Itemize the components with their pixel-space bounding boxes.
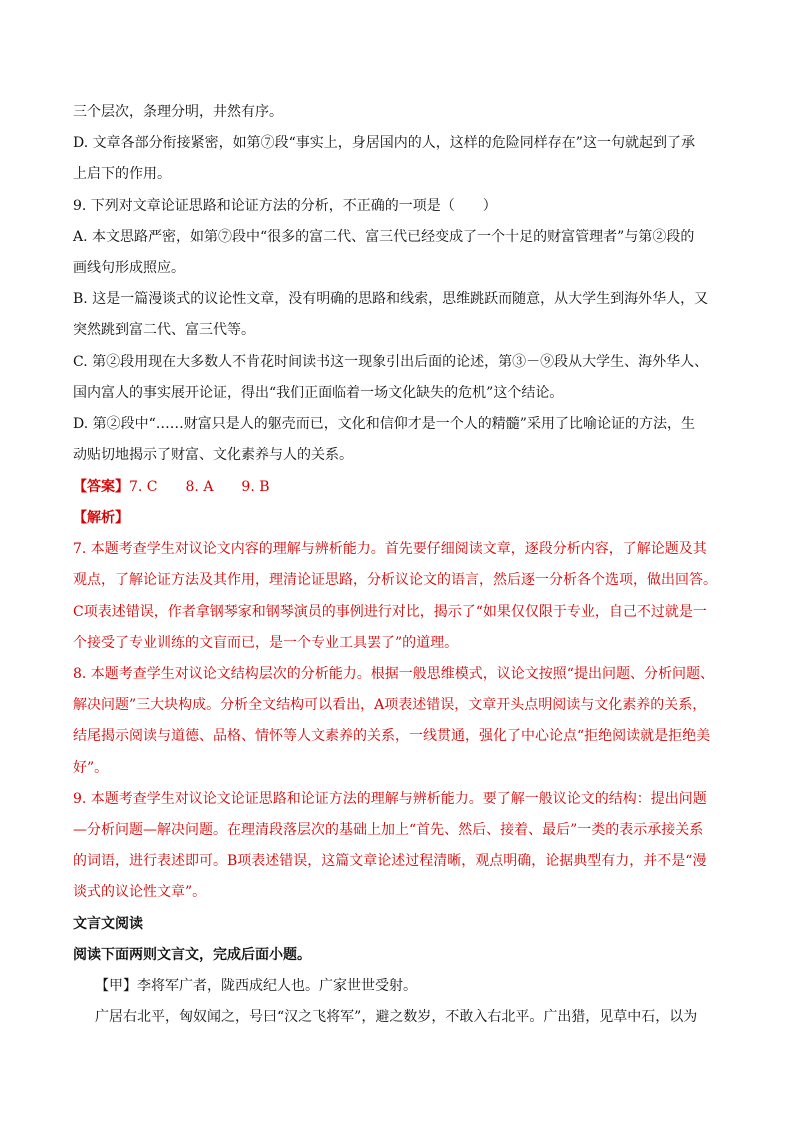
analysis-line: 7. 本题考查学生对议论文内容的理解与辨析能力。首先要仔细阅读文章，逐段分析内容，了解论题及其 <box>73 541 707 557</box>
section-title: 文言文阅读 <box>73 916 143 932</box>
analysis-line: 谈式的议论性文章”。 <box>73 884 207 900</box>
analysis-line: 8. 本题考查学生对议论文结构层次的分析能力。根据一般思维模式，议论文按照“提出问题、分析问题、 <box>73 666 714 682</box>
answer-line <box>73 477 724 497</box>
analysis-line: 的词语，进行表述即可。B项表述错误，这篇文章论述过程清晰，观点明确，论据典型有力，并不是“漫 <box>73 853 707 869</box>
analysis-line: 观点，了解论证方法及其作用，理清论证思路，分析议论文的语言，然后逐一分析各个选项，做出回答。 <box>73 572 717 588</box>
analysis-line: C项表述错误，作者拿钢琴家和钢琴演员的事例进行对比，揭示了“如果仅仅限于专业，自己不过就是一 <box>73 604 707 620</box>
classical-text-line: 广居右北平，匈奴闻之，号曰“汉之飞将军”，避之数岁，不敢入右北平。广出猎，见草中石，以为 <box>95 1009 698 1025</box>
analysis-line: 9. 本题考查学生对议论文论证思路和论证方法的理解与辨析能力。要了解一般议论文的结构：提出问题 <box>73 791 707 807</box>
text-line: 上启下的作用。 <box>73 166 171 182</box>
text-line: 动贴切地揭示了财富、文化素养与人的关系。 <box>73 447 353 463</box>
answer-tag: 【答案】 <box>73 479 129 495</box>
analysis-line: 解决问题”三大块构成。分析全文结构可以看出，A项表述错误，文章开头点明阅读与文化素养的关系， <box>73 697 707 713</box>
classical-text-line: 【甲】李将军广者，陇西成纪人也。广家世世受射。 <box>95 978 417 994</box>
option-c: C. 第②段用现在大多数人不肯花时间读书这一现象引出后面的论述，第③－⑨段从大学生、海外华人、 <box>73 354 709 370</box>
question-9: 9. 下列对文章论证思路和论证方法的分析，不正确的一项是（ ） <box>73 198 497 214</box>
option-b: B. 这是一篇漫谈式的议论性文章，没有明确的思路和线索，思维跳跃而随意，从大学生到海外华人，又 <box>73 291 709 307</box>
text-line: D. 文章各部分衔接紧密，如第⑦段“事实上，身居国内的人，这样的危险同样存在”这一句就起到了承 <box>73 135 695 151</box>
analysis-line: 结尾揭示阅读与道德、品格、情怀等人文素养的关系，一线贯通，强化了中心论点“拒绝阅读就是拒绝美 <box>73 728 711 744</box>
option-d: D. 第②段中“……财富只是人的躯壳而已，文化和信仰才是一个人的精髓”采用了比喻论证的方法，生 <box>73 416 695 432</box>
option-a: A. 本文思路严密，如第⑦段中“很多的富二代、富三代已经变成了一个十足的财富管理者”与第②段的 <box>73 229 695 245</box>
text-line: 画线句形成照应。 <box>73 260 185 276</box>
answer-text: 7. C 8. A 9. B <box>129 479 270 495</box>
analysis-line: —分析问题—解决问题。在理清段落层次的基础上加上“首先、然后、接着、最后”一类的表示承接关系 <box>73 822 704 838</box>
section-instruction: 阅读下面两则文言文，完成后面小题。 <box>73 947 311 963</box>
text-line: 国内富人的事实展开论证，得出“我们正面临着一场文化缺失的危机”这个结论。 <box>73 385 564 401</box>
analysis-line: 个接受了专业训练的文盲而已，是一个专业工具罢了”的道理。 <box>73 635 459 651</box>
analysis-tag: 【解析】 <box>73 510 129 526</box>
text-line: 三个层次，条理分明，井然有序。 <box>73 104 283 120</box>
text-line: 突然跳到富二代、富三代等。 <box>73 322 255 338</box>
analysis-line: 好”。 <box>73 760 109 776</box>
